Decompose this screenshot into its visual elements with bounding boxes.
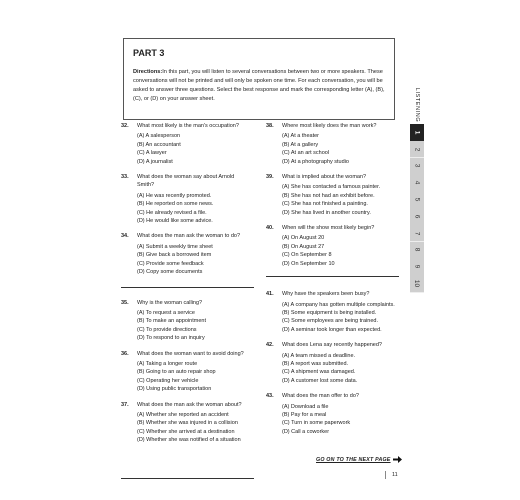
answer-option[interactable]: (A) At a theater [282, 133, 319, 140]
answer-option[interactable]: (B) He reported on some news. [137, 201, 214, 208]
answer-option[interactable]: (D) On September 10 [282, 260, 335, 267]
question-number: 33. [121, 174, 129, 181]
section-tab-6[interactable] [410, 208, 424, 226]
question-text: What does the man ask the woman to do? [137, 233, 241, 240]
question-number: 32. [121, 123, 129, 129]
answer-option[interactable]: (A) To request a service [137, 309, 195, 316]
question-number: 39. [266, 174, 274, 181]
directions-text [133, 68, 388, 104]
directions-lead: Directions: [133, 69, 163, 75]
question-39 [266, 173, 396, 217]
answer-option[interactable]: (B) Pay for a meal [282, 411, 327, 418]
question-38 [266, 122, 396, 166]
question-number: 37. [121, 401, 129, 408]
answer-option[interactable]: (B) An accountant [137, 141, 181, 148]
answer-option[interactable]: (D) Copy some documents [137, 269, 203, 276]
question-text: What does the man ask the woman about? [137, 401, 242, 408]
answer-option[interactable]: (A) A company has gotten multiple complaints. [282, 301, 395, 308]
answer-option[interactable]: (A) A salesperson [137, 133, 181, 140]
section-tab-4[interactable] [410, 174, 424, 192]
answer-option[interactable]: (A) Whether she reported an accident [137, 411, 229, 418]
answer-option[interactable]: (B) At a gallery [282, 141, 319, 148]
set-divider-right-1 [266, 276, 399, 277]
section-label: LISTENING [414, 87, 420, 123]
answer-option[interactable]: (D) She has lived in another country. [282, 209, 371, 216]
question-text: When will the show most likely begin? [282, 225, 375, 232]
section-tab-label: 2 [413, 147, 421, 151]
section-tab-label: 8 [413, 248, 421, 252]
section-tab-label: 3 [413, 164, 421, 168]
answer-option[interactable]: (B) She has not had an exhibit before. [282, 192, 375, 199]
question-41 [266, 290, 396, 334]
section-tab-3[interactable] [410, 158, 424, 176]
section-tab-1[interactable] [410, 124, 424, 142]
answer-options [282, 234, 396, 268]
question-text: What does Lena say recently happened? [282, 342, 382, 349]
answer-option[interactable]: (C) A lawyer [137, 150, 167, 157]
answer-option[interactable]: (B) Give back a borrowed item [137, 252, 212, 259]
answer-option[interactable]: (C) Provide some feedback [137, 260, 204, 267]
answer-option[interactable]: (A) A team missed a deadline. [282, 352, 356, 359]
section-tab-label: 1 [413, 130, 421, 135]
page-number: 11 [392, 472, 398, 478]
question-number: 42. [266, 342, 274, 349]
question-text: Why have the speakers been busy? [282, 291, 370, 298]
section-tab-label: 6 [413, 214, 421, 219]
answer-option[interactable]: (B) Some equipment is being installed. [282, 309, 377, 316]
answer-options [137, 132, 251, 166]
answer-option[interactable]: (C) At an art school [282, 150, 330, 157]
answer-options [282, 403, 396, 437]
question-number: 41. [266, 291, 274, 298]
question-number: 40. [266, 225, 274, 232]
answer-options [137, 192, 251, 226]
question-text: What does the woman want to avoid doing? [137, 350, 244, 357]
answer-option[interactable]: (A) He was recently promoted. [137, 192, 212, 199]
question-40 [266, 224, 396, 268]
question-text: What does the man offer to do? [282, 393, 359, 400]
question-text: What does the woman say about Arnold Smith? [137, 174, 235, 189]
answer-option[interactable]: (C) Turn in some paperwork [282, 420, 351, 427]
question-36 [121, 350, 251, 394]
directions-body: In this part, you will listen to several conversations between two or more speakers. These conversations will not be printed and will only be spoken one time. For each conversation, you will be asked to answer three questions. Select the best response and mark the corresponding letter (A), (B), (C), or (D) on your answer sheet. [133, 69, 385, 102]
section-tab-9[interactable] [410, 258, 424, 276]
answer-options [282, 301, 396, 335]
section-tab-label: 9 [413, 264, 421, 269]
answer-options [282, 183, 396, 217]
question-42 [266, 341, 396, 385]
answer-option[interactable]: (C) On September 8 [282, 252, 332, 259]
answer-option[interactable]: (C) A shipment was damaged. [282, 369, 356, 376]
question-37 [121, 401, 251, 445]
question-number: 43. [266, 393, 274, 400]
answer-options [137, 360, 251, 394]
answer-option[interactable]: (D) A journalist [137, 158, 173, 165]
answer-option[interactable]: (B) To make an appointment [137, 318, 206, 325]
answer-option[interactable]: (B) Going to an auto repair shop [137, 369, 216, 376]
section-tab-label: 5 [413, 197, 421, 202]
section-tab-label: 4 [413, 180, 421, 185]
page-number-divider [385, 471, 386, 479]
answer-options [137, 309, 251, 343]
question-33 [121, 173, 251, 225]
answer-option[interactable]: (C) Whether she arrived at a destination [137, 428, 235, 435]
section-tab-7[interactable] [410, 225, 424, 243]
question-number: 34. [121, 233, 129, 240]
answer-option[interactable]: (B) Whether she was injured in a collision [137, 420, 238, 427]
question-number: 38. [266, 123, 274, 129]
question-35 [121, 299, 251, 343]
section-tab-label: 10 [413, 279, 421, 288]
question-text: Why is the woman calling? [137, 299, 203, 306]
answer-option[interactable]: (D) A seminar took longer than expected. [282, 326, 382, 333]
answer-option[interactable]: (C) To provide directions [137, 326, 197, 333]
answer-option[interactable]: (D) Whether she was notified of a situation [137, 437, 241, 444]
left-question-column [121, 122, 251, 445]
answer-option[interactable]: (B) On August 27 [282, 243, 325, 250]
answer-option[interactable]: (A) Download a file [282, 403, 329, 410]
answer-option[interactable]: (A) She has contacted a famous painter. [282, 184, 381, 191]
answer-options [137, 243, 251, 277]
answer-option[interactable]: (D) He would like some advice. [137, 218, 213, 225]
question-32 [121, 122, 251, 166]
answer-option[interactable]: (C) Operating her vehicle [137, 377, 199, 384]
answer-options [282, 352, 396, 386]
question-text: Where most likely does the man work? [282, 123, 377, 129]
answer-options [137, 411, 251, 445]
section-tab-10[interactable] [410, 275, 424, 293]
answer-option[interactable]: (D) A customer lost some data. [282, 377, 358, 384]
answer-options [282, 132, 396, 166]
section-tab-5[interactable] [410, 191, 424, 209]
answer-option[interactable]: (D) Call a coworker [282, 428, 330, 435]
section-tab-label: 7 [413, 231, 421, 235]
answer-option[interactable]: (D) Using public transportation [137, 386, 212, 393]
question-number: 35. [121, 299, 129, 306]
section-tab-2[interactable] [410, 141, 424, 159]
arrow-right-icon [393, 455, 402, 464]
answer-option[interactable]: (A) Submit a weekly time sheet [137, 243, 213, 250]
go-on-next-page: GO ON TO THE NEXT PAGE [316, 457, 391, 463]
answer-option[interactable]: (A) On August 20 [282, 235, 325, 242]
part-heading: PART 3 [133, 48, 165, 58]
answer-option[interactable]: (D) At a photography studio [282, 158, 349, 165]
answer-option[interactable]: (C) He already revised a file. [137, 209, 207, 216]
question-34 [121, 232, 251, 276]
question-number: 36. [121, 350, 129, 357]
section-tab-8[interactable] [410, 242, 424, 260]
question-43 [266, 392, 396, 436]
answer-option[interactable]: (B) A report was submitted. [282, 360, 349, 367]
question-text: What is implied about the woman? [282, 174, 367, 181]
answer-option[interactable]: (C) She has not finished a painting. [282, 201, 368, 208]
answer-option[interactable]: (D) To respond to an inquiry [137, 335, 205, 342]
right-question-column [266, 122, 396, 436]
answer-option[interactable]: (C) Some employees are being trained. [282, 318, 378, 325]
directions-box [123, 38, 395, 120]
set-divider-left-1 [121, 287, 254, 288]
question-text: What most likely is the man's occupation? [137, 123, 239, 129]
answer-option[interactable]: (A) Taking a longer route [137, 360, 198, 367]
set-divider-left-2 [121, 478, 254, 479]
